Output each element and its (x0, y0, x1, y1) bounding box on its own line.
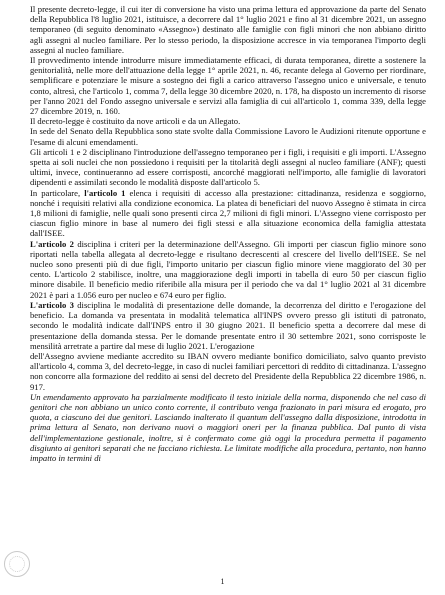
body-paragraph (30, 351, 426, 392)
body-paragraph (30, 188, 426, 239)
body-paragraph (30, 116, 426, 126)
bold-text: L'articolo 3 (30, 299, 74, 310)
paragraph-text: In particolare, (30, 187, 85, 198)
body-paragraph (30, 55, 426, 116)
amendment-paragraph (30, 392, 426, 463)
body-paragraph (30, 147, 426, 188)
body-paragraph (30, 239, 426, 300)
paragraph-text: Un emendamento approvato ha parzialmente modificato il testo iniziale della norma, disponendo che nel caso di genitori che non abbiano un unico conto corrente, il contributo venga frazionato in pari misura ed erogato, pro quota, a ciascuno dei due genitori. Lasciando inalterato il quantum dell'assegno dalla disposizione, introdotta in prima lettura al Senato, non derivano nuovi o maggiori oneri per la finanza pubblica. Dal punto di vista dell'implementazione gestionale, inoltre, si è confermato come già oggi la procedura permetta il pagamento disgiunto ai genitori separati che ne facciano richiesta. Le limitate modifiche alla procedura, pertanto, non hanno impatto in termini di (30, 391, 426, 463)
paragraph-text: In sede del Senato della Repubblica sono state svolte dalla Commissione Lavoro le Audizioni ritenute opportune e l'esame di alcuni emendamenti. (30, 126, 426, 147)
paragraph-text: Il decreto-legge è costituito da nove articoli e da un Allegato. (30, 116, 241, 127)
bold-text: l'articolo 1 (84, 187, 126, 198)
paragraph-text: Il provvedimento intende introdurre misure immediatamente efficaci, di durata temporanea, dirette a sostenere la genitorialità, nelle more dell'attuazione della legge 1° aprile 2021, n. 46, recante delega al Governo per riordinare, semplificare e potenziare le misure a sostegno dei figli a carico attraverso l'assegno unico e universale, e tenuto conto, altresì, che l'articolo 1, comma 7, della legge 30 dicembre 2020, n. 178, ha disposto un incremento di risorse per l'anno 2021 del Fondo assegno universale e servizi alla famiglia di cui all'articolo 1, comma 339, della legge 27 dicembre 2019, n. 160. (30, 55, 426, 117)
body-paragraph (30, 300, 426, 351)
page-number: 1 (220, 577, 225, 586)
paragraph-text: Gli articoli 1 e 2 disciplinano l'introduzione dell'assegno temporaneo per i figli, i requisiti e gli importi. L'Assegno spetta ai soli nuclei che non possiedono i requisiti per la titolarità degli assegni al nucleo familiare (ANF); questi ultimi, invece, continueranno ad essere corrisposti, ancorché maggiorati nell'importo, alle famiglie di lavoratori dipendenti e assimilati secondo le modalità disposte dall'articolo 5. (30, 146, 426, 188)
paragraph-text: disciplina le modalità di presentazione delle domande, la decorrenza del diritto e l'erogazione del beneficio. La domanda va presentata in modalità telematica all'INPS ovvero presso gli istituti di patronato, secondo le modalità indicate dall'INPS entro il 30 giugno 2021. Il beneficio spetta a decorrere dal mese di presentazione della domanda stessa. Per le domande presentate entro il 30 settembre 2021, sono corrisposte le mensilità arretrate a partire dal mese di luglio 2021. L'erogazione (30, 299, 426, 351)
bold-text: L'articolo 2 (30, 238, 74, 249)
paragraph-text: Il presente decreto-legge, il cui iter di conversione ha visto una prima lettura ed approvazione da parte del Senato della Repubblica l'8 luglio 2021, istituisce, a decorrere dal 1° luglio 2021 e fino al 31 dicembre 2021, un assegno temporaneo (di seguito denominato «Assegno») destinato alle famiglie con figli minori che non abbiano diritto agli assegni al nucleo familiare. Per lo stesso periodo, la disposizione accresce in via temporanea l'importo degli assegni al nucleo familiare. (30, 4, 426, 55)
stamp-seal (4, 551, 30, 577)
paragraph-text: elenca i requisiti di accesso alla prestazione: cittadinanza, residenza e soggiorno, nonché i requisiti relativi alla condizione economica. La platea di beneficiari del nuovo Assegno è stimata in circa 1,8 milioni di famiglie, nelle quali sono presenti circa 2,7 milioni di figli minori. L'Assegno viene corrisposto per ciascun figlio minore in base al numero dei figli stessi e alla situazione economica della famiglia attestata dall'ISEE. (30, 187, 426, 239)
paragraph-text: disciplina i criteri per la determinazione dell'Assegno. Gli importi per ciascun figlio minore sono riportati nella tabella allegata al decreto-legge e risultano decrescenti al crescere del livello dell'ISEE. Se nel nucleo sono presenti più di due figli, l'importo unitario per ciascun figlio minore viene maggiorato del 30 per cento. L'articolo 2 stabilisce, inoltre, una maggiorazione degli importi in tabella di euro 50 per ciascun figlio minore disabile. Il beneficio medio riferibile alla misura per il periodo che va dal 1° luglio 2021 al 31 dicembre 2021 è pari a 1.056 euro per nucleo e 674 euro per figlio. (30, 238, 426, 300)
body-paragraph (30, 4, 426, 55)
body-paragraph (30, 126, 426, 146)
paragraph-text: dell'Assegno avviene mediante accredito su IBAN ovvero mediante bonifico domiciliato, salvo quanto previsto all'articolo 4, comma 3, del decreto-legge, in caso di nuclei familiari percettori di reddito di cittadinanza. L'assegno non concorre alla formazione del reddito ai sensi del decreto del Presidente della Repubblica 22 dicembre 1986, n. 917. (30, 350, 426, 392)
document-body (30, 4, 426, 463)
